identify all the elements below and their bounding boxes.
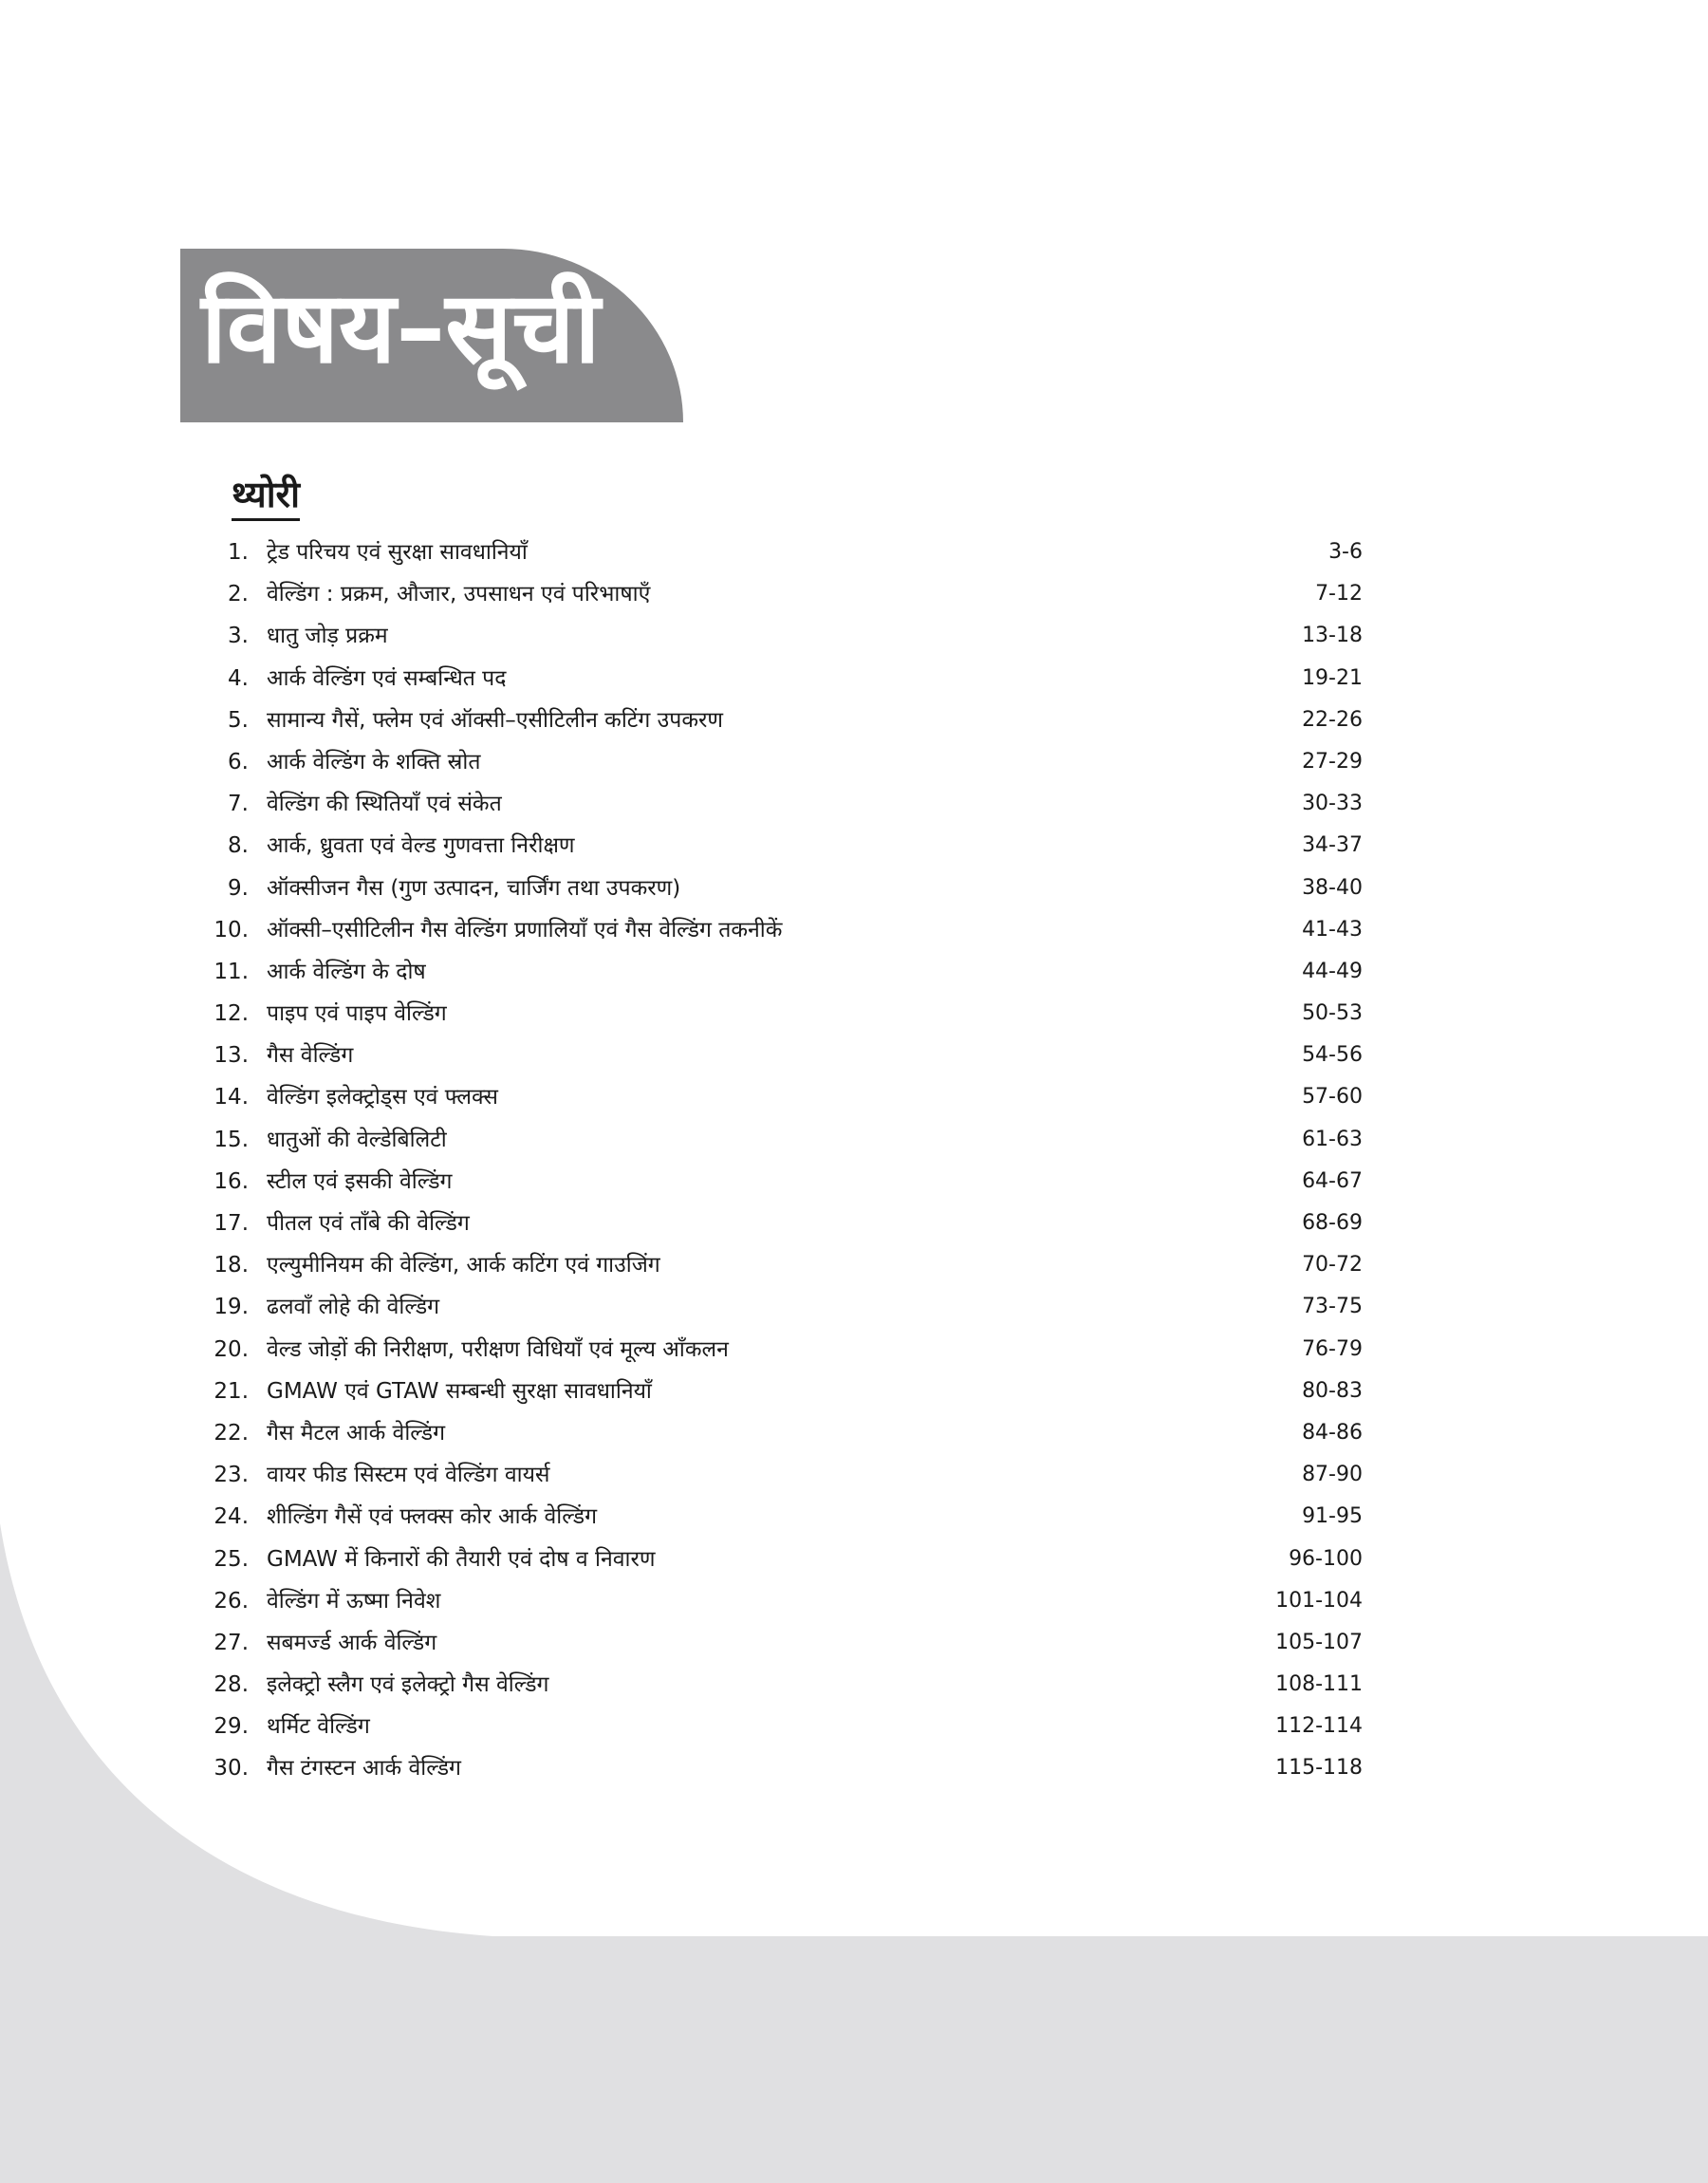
entry-number: 8. bbox=[228, 833, 249, 859]
entry-number: 9. bbox=[228, 875, 249, 901]
toc-entry bbox=[0, 573, 1708, 615]
entry-pages: 87-90 bbox=[1302, 1463, 1363, 1487]
entry-number: 11. bbox=[214, 959, 249, 984]
entry-title: शील्डिंग गैसें एवं फ्लक्स कोर आर्क वेल्डिंग bbox=[267, 1504, 598, 1530]
toc-entry bbox=[0, 1706, 1708, 1747]
entry-pages: 91-95 bbox=[1302, 1504, 1363, 1529]
entry-pages: 13-18 bbox=[1302, 624, 1363, 648]
entry-number: 22. bbox=[214, 1420, 249, 1446]
entry-title: ऑक्सी–एसीटिलीन गैस वेल्डिंग प्रणालियाँ एवं गैस वेल्डिंग तकनीकें bbox=[267, 917, 783, 942]
entry-pages: 57-60 bbox=[1302, 1085, 1363, 1110]
entry-number: 24. bbox=[214, 1504, 249, 1530]
entry-number: 29. bbox=[214, 1714, 249, 1740]
toc-entry bbox=[0, 1539, 1708, 1580]
toc-entry bbox=[0, 783, 1708, 825]
entry-number: 14. bbox=[214, 1085, 249, 1110]
entry-number: 5. bbox=[228, 707, 249, 733]
entry-number: 15. bbox=[214, 1127, 249, 1152]
entry-number: 2. bbox=[228, 582, 249, 607]
toc-entry bbox=[0, 658, 1708, 700]
entry-pages: 96-100 bbox=[1289, 1546, 1363, 1571]
entry-title: आर्क वेल्डिंग के शक्ति स्रोत bbox=[267, 749, 481, 774]
toc-entry bbox=[0, 1664, 1708, 1706]
entry-pages: 22-26 bbox=[1302, 707, 1363, 732]
entry-number: 16. bbox=[214, 1168, 249, 1194]
entry-title: ढलवाँ लोहे की वेल्डिंग bbox=[267, 1295, 440, 1320]
entry-pages: 80-83 bbox=[1302, 1378, 1363, 1403]
toc-entry bbox=[0, 1580, 1708, 1622]
entry-pages: 101-104 bbox=[1275, 1588, 1363, 1613]
entry-number: 17. bbox=[214, 1211, 249, 1236]
entry-number: 13. bbox=[214, 1043, 249, 1069]
toc-entry bbox=[0, 1747, 1708, 1789]
entry-title: एल्युमीनियम की वेल्डिंग, आर्क कटिंग एवं गाउजिंग bbox=[267, 1253, 660, 1278]
toc-entry bbox=[0, 1286, 1708, 1328]
entry-number: 18. bbox=[214, 1253, 249, 1278]
entry-pages: 44-49 bbox=[1302, 959, 1363, 983]
entry-number: 19. bbox=[214, 1295, 249, 1320]
entry-title: धातुओं की वेल्डेबिलिटी bbox=[267, 1127, 447, 1152]
toc-entry bbox=[0, 1244, 1708, 1286]
toc-entry bbox=[0, 615, 1708, 657]
table-of-contents bbox=[0, 532, 1708, 1790]
toc-entry bbox=[0, 1329, 1708, 1371]
toc-entry bbox=[0, 825, 1708, 867]
toc-entry bbox=[0, 741, 1708, 783]
entry-pages: 64-67 bbox=[1302, 1168, 1363, 1193]
entry-pages: 108-111 bbox=[1275, 1672, 1363, 1697]
entry-pages: 112-114 bbox=[1275, 1714, 1363, 1739]
entry-number: 27. bbox=[214, 1630, 249, 1655]
entry-pages: 68-69 bbox=[1302, 1211, 1363, 1235]
toc-entry bbox=[0, 700, 1708, 741]
toc-entry bbox=[0, 1371, 1708, 1412]
entry-number: 3. bbox=[228, 624, 249, 649]
entry-title: स्टील एवं इसकी वेल्डिंग bbox=[267, 1168, 453, 1194]
entry-title: GMAW में किनारों की तैयारी एवं दोष व निवारण bbox=[267, 1546, 656, 1572]
entry-pages: 27-29 bbox=[1302, 749, 1363, 774]
entry-pages: 61-63 bbox=[1302, 1127, 1363, 1151]
entry-number: 23. bbox=[214, 1463, 249, 1488]
entry-pages: 3-6 bbox=[1328, 540, 1363, 564]
entry-number: 25. bbox=[214, 1546, 249, 1572]
entry-title: सबमर्ज्ड आर्क वेल्डिंग bbox=[267, 1630, 437, 1655]
entry-title: आर्क वेल्डिंग के दोष bbox=[267, 959, 426, 984]
toc-entry bbox=[0, 1412, 1708, 1454]
entry-title: गैस वेल्डिंग bbox=[267, 1043, 354, 1069]
section-heading: थ्योरी bbox=[232, 472, 300, 521]
entry-title: गैस मैटल आर्क वेल्डिंग bbox=[267, 1420, 446, 1446]
toc-entry bbox=[0, 951, 1708, 993]
entry-title: थर्मिट वेल्डिंग bbox=[267, 1714, 370, 1740]
entry-number: 28. bbox=[214, 1672, 249, 1698]
entry-pages: 41-43 bbox=[1302, 917, 1363, 942]
toc-entry bbox=[0, 532, 1708, 573]
entry-title: इलेक्ट्रो स्लैग एवं इलेक्ट्रो गैस वेल्डिंग bbox=[267, 1672, 549, 1698]
entry-title: GMAW एवं GTAW सम्बन्धी सुरक्षा सावधानियाँ bbox=[267, 1378, 652, 1404]
entry-title: वेल्डिंग की स्थितियाँ एवं संकेत bbox=[267, 792, 502, 817]
toc-entry bbox=[0, 1035, 1708, 1076]
entry-title: वायर फीड सिस्टम एवं वेल्डिंग वायर्स bbox=[267, 1463, 550, 1488]
entry-number: 1. bbox=[228, 540, 249, 565]
toc-entry bbox=[0, 1161, 1708, 1203]
toc-entry bbox=[0, 868, 1708, 909]
entry-title: वेल्डिंग : प्रक्रम, औजार, उपसाधन एवं परिभाषाएँ bbox=[267, 582, 651, 607]
entry-number: 4. bbox=[228, 665, 249, 691]
entry-title: वेल्डिंग इलेक्ट्रोड्स एवं फ्लक्स bbox=[267, 1085, 498, 1110]
entry-title: सामान्य गैसें, फ्लेम एवं ऑक्सी–एसीटिलीन कटिंग उपकरण bbox=[267, 707, 724, 733]
entry-pages: 30-33 bbox=[1302, 792, 1363, 816]
entry-number: 7. bbox=[228, 792, 249, 817]
entry-title: पीतल एवं ताँबे की वेल्डिंग bbox=[267, 1211, 470, 1236]
entry-number: 6. bbox=[228, 749, 249, 774]
entry-pages: 105-107 bbox=[1275, 1630, 1363, 1654]
entry-title: वेल्ड जोड़ों की निरीक्षण, परीक्षण विधियाँ एवं मूल्य आँकलन bbox=[267, 1336, 729, 1362]
entry-title: ऑक्सीजन गैस (गुण उत्पादन, चार्जिंग तथा उपकरण) bbox=[267, 875, 681, 901]
entry-title: वेल्डिंग में ऊष्मा निवेश bbox=[267, 1588, 441, 1614]
entry-number: 21. bbox=[214, 1378, 249, 1404]
toc-entry bbox=[0, 993, 1708, 1035]
entry-pages: 34-37 bbox=[1302, 833, 1363, 858]
entry-number: 12. bbox=[214, 1001, 249, 1027]
entry-pages: 84-86 bbox=[1302, 1420, 1363, 1445]
toc-entry bbox=[0, 1496, 1708, 1538]
entry-number: 30. bbox=[214, 1756, 249, 1782]
entry-pages: 50-53 bbox=[1302, 1001, 1363, 1026]
toc-entry bbox=[0, 909, 1708, 951]
entry-title: आर्क, ध्रुवता एवं वेल्ड गुणवत्ता निरीक्षण bbox=[267, 833, 575, 859]
entry-pages: 70-72 bbox=[1302, 1253, 1363, 1278]
entry-pages: 19-21 bbox=[1302, 665, 1363, 690]
page-title: विषय–सूची bbox=[201, 270, 601, 385]
toc-entry bbox=[0, 1454, 1708, 1496]
entry-title: आर्क वेल्डिंग एवं सम्बन्धित पद bbox=[267, 665, 507, 691]
toc-entry bbox=[0, 1622, 1708, 1664]
entry-number: 20. bbox=[214, 1336, 249, 1362]
toc-entry bbox=[0, 1119, 1708, 1161]
toc-entry bbox=[0, 1203, 1708, 1244]
entry-pages: 73-75 bbox=[1302, 1295, 1363, 1319]
entry-number: 10. bbox=[214, 917, 249, 942]
entry-pages: 115-118 bbox=[1275, 1756, 1363, 1781]
entry-pages: 7-12 bbox=[1315, 582, 1363, 606]
entry-title: ट्रेड परिचय एवं सुरक्षा सावधानियाँ bbox=[267, 540, 528, 565]
entry-title: धातु जोड़ प्रक्रम bbox=[267, 624, 388, 649]
entry-title: पाइप एवं पाइप वेल्डिंग bbox=[267, 1001, 447, 1027]
entry-number: 26. bbox=[214, 1588, 249, 1614]
entry-title: गैस टंगस्टन आर्क वेल्डिंग bbox=[267, 1756, 461, 1782]
toc-entry bbox=[0, 1076, 1708, 1118]
entry-pages: 38-40 bbox=[1302, 875, 1363, 900]
entry-pages: 76-79 bbox=[1302, 1336, 1363, 1361]
entry-pages: 54-56 bbox=[1302, 1043, 1363, 1068]
